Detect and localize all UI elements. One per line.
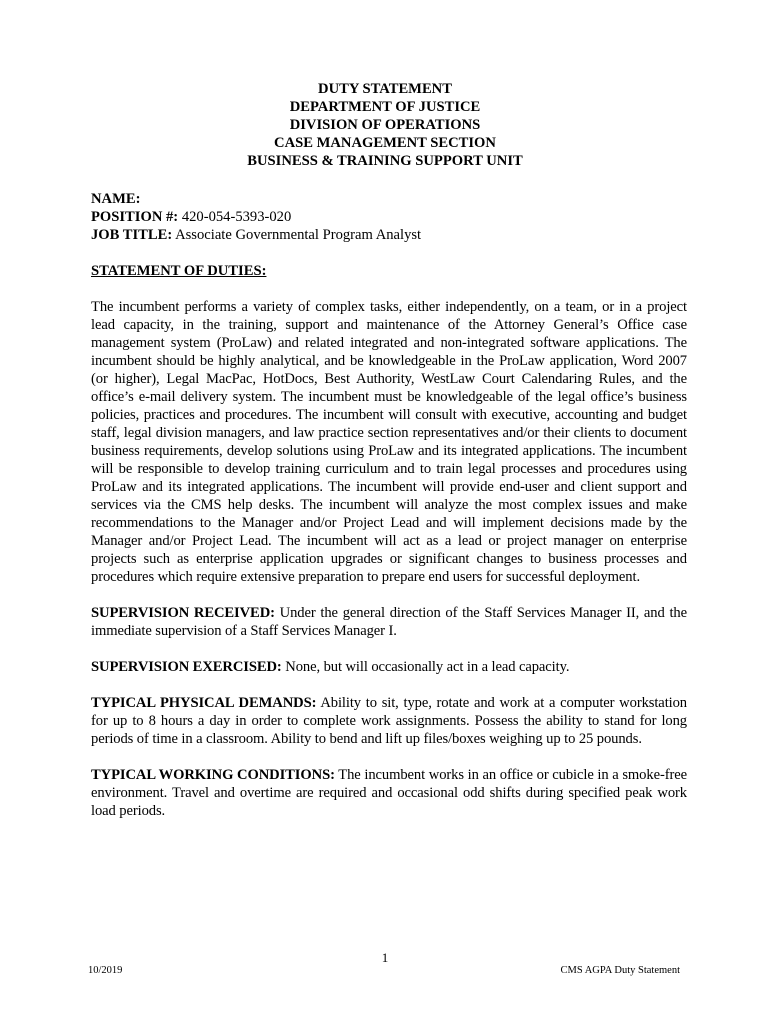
duties-paragraph: The incumbent performs a variety of complex tasks, either independently, on a team, or in a project lead capacity, in the training, support and maintenance of the Attorney General’s Office case management system (ProLaw) and related integrated and non-integrated software applications. The incumbent should be highly analytical, and be knowledgeable in the ProLaw application, Word 2007 (or higher), Legal MacPac, HotDocs, Best Authority, WestLaw Court Calendaring Rules, and the office’s e-mail delivery system. The incumbent must be knowledgeable of the legal office’s business policies, practices and procedures. The incumbent will consult with executive, accounting and budget staff, legal division managers, and law practice section representatives and/or their clients to document business requirements, develop solutions using ProLaw and its integrated applications. The incumbent will be responsible to develop training curriculum and to train legal processes and procedures using ProLaw and its integrated applications. The incumbent will provide end-user and client support and services via the CMS help desks. The incumbent will analyze the most complex issues and make recommendations to the Manager and/or Project Lead and will implement decisions made by the Manager and/or Project Lead. The incumbent will act as a lead or project manager on enterprise projects such as enterprise application upgrades or significant changes to business processes and procedures which require extensive preparation to prepare end users for successful deployment. xyxy=(91,299,687,585)
document-body xyxy=(91,190,687,820)
supervision-exercised-label: SUPERVISION EXERCISED: xyxy=(91,659,282,675)
working-conditions-label: TYPICAL WORKING CONDITIONS: xyxy=(91,767,335,783)
header-section: CASE MANAGEMENT SECTION xyxy=(274,135,496,151)
supervision-received-text: Under the general direction of the Staff Services Manager II, and the immediate supervision of a Staff Services Manager I. xyxy=(91,605,687,639)
header-department: DEPARTMENT OF JUSTICE xyxy=(289,99,481,115)
footer-document-name: CMS AGPA Duty Statement xyxy=(560,965,680,976)
document-header xyxy=(0,80,770,170)
name-line xyxy=(91,190,687,208)
position-value: 420-054-5393-020 xyxy=(181,209,292,225)
working-conditions-text: The incumbent works in an office or cubicle in a smoke-free environment. Travel and overtime are required and occasional odd shifts during specified peak work load periods. xyxy=(91,767,687,819)
position-line xyxy=(91,208,687,226)
supervision-received-paragraph xyxy=(91,604,687,640)
physical-demands-text: Ability to sit, type, rotate and work at a computer workstation for up to 8 hours a day in order to complete work assignments. Possess the ability to stand for long periods of time in a classroom. Ability to bend and lift up files/boxes weighing up to 25 pounds. xyxy=(91,695,687,747)
working-conditions-paragraph xyxy=(91,766,687,820)
statement-of-duties-heading: STATEMENT OF DUTIES: xyxy=(91,263,267,279)
header-title: DUTY STATEMENT xyxy=(318,81,452,97)
header-unit: BUSINESS & TRAINING SUPPORT UNIT xyxy=(247,153,523,169)
physical-demands-paragraph xyxy=(91,694,687,748)
page-number: 1 xyxy=(381,950,389,965)
physical-demands-label: TYPICAL PHYSICAL DEMANDS: xyxy=(91,695,317,711)
supervision-exercised-text: None, but will occasionally act in a lead capacity. xyxy=(285,659,570,675)
job-title-line xyxy=(91,226,687,244)
header-division: DIVISION OF OPERATIONS xyxy=(289,117,481,133)
supervision-received-label: SUPERVISION RECEIVED: xyxy=(91,605,275,621)
name-label: NAME: xyxy=(91,191,141,207)
job-title-value: Associate Governmental Program Analyst xyxy=(175,227,422,243)
footer-date: 10/2019 xyxy=(88,965,123,976)
position-label: POSITION #: xyxy=(91,209,179,225)
job-title-label: JOB TITLE: xyxy=(91,227,173,243)
supervision-exercised-paragraph xyxy=(91,658,687,676)
